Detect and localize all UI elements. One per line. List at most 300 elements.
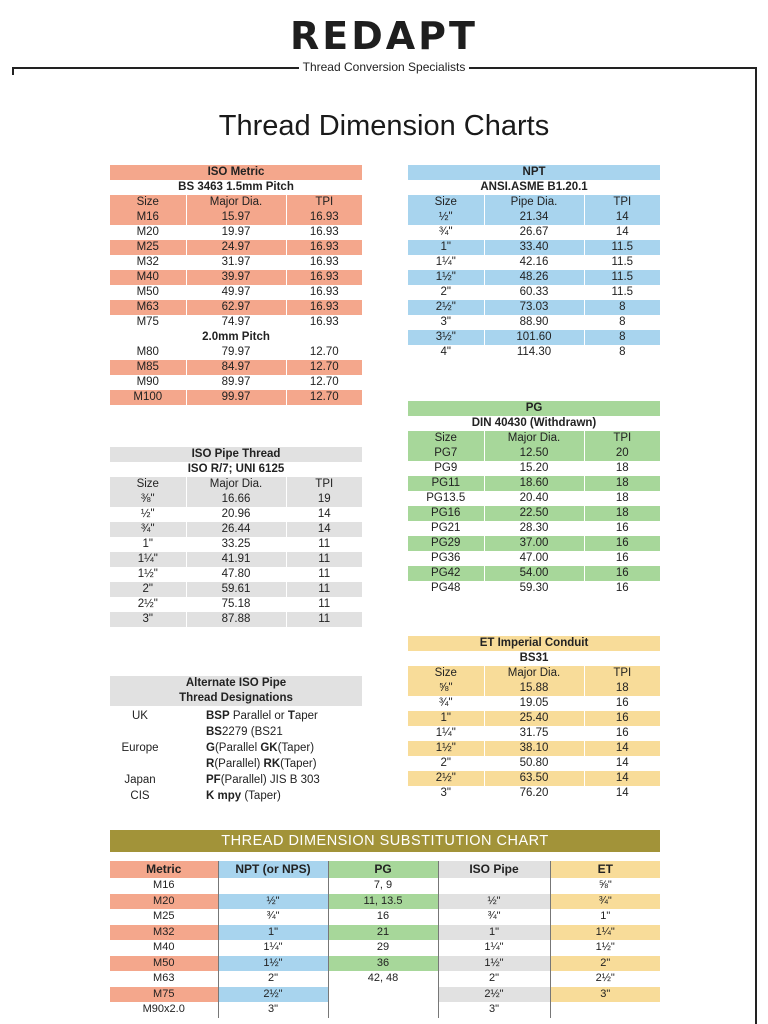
table-cell: 15.20 [484,461,584,476]
table-cell: M100 [110,390,186,405]
column-header: Size [110,477,186,492]
table-cell: 16 [584,696,660,711]
table-cell: 2½" [408,771,484,786]
designation-text: (Taper) [280,758,317,770]
table-row [110,285,362,300]
table-cell: PG13.5 [426,492,466,504]
table-cell: 11.5 [584,285,660,300]
table-cell: 2" [110,582,186,597]
designation-text: (Parallel [214,742,261,754]
table-cell: 16 [584,726,660,741]
table-subtitle-row [408,651,660,666]
substitution-cell: 1¼" [438,940,550,956]
column-header: Size [110,195,186,210]
designation-code: BSP [206,710,230,722]
substitution-row [110,971,660,987]
table-cell: 11 [286,567,362,582]
table-cell: 14 [584,210,660,225]
table-row [110,360,362,375]
table-cell: 59.30 [484,581,584,596]
table-row [408,566,660,581]
table-cell: 25.40 [484,711,584,726]
table-subtitle: 2.0mm Pitch [202,331,270,343]
table-row [110,345,362,360]
table-cell: 12.70 [286,360,362,375]
substitution-row [110,878,660,894]
designation-code: BS [206,726,222,738]
designation-region: UK [132,710,148,722]
table-cell: 1½" [137,568,158,580]
designation-code: PF [206,774,221,786]
table-cell: PG42 [408,566,484,581]
substitution-cell: M25 [153,910,175,922]
table-cell: 16.93 [286,210,362,225]
table-cell: 16.93 [286,300,362,315]
column-header: TPI [286,477,362,492]
table-row [408,521,660,536]
designation-region: Japan [124,774,156,786]
table-cell: 19.05 [484,696,584,711]
table-row [110,300,362,315]
table-cell: 1½" [408,741,484,756]
substitution-cell: 1" [438,925,550,941]
table-cell: 16 [584,711,660,726]
substitution-cell: 36 [328,956,438,972]
table-cell: 33.25 [186,537,286,552]
table-row [110,582,362,597]
table-header-row [408,431,660,446]
substitution-cell: 16 [328,909,438,925]
tagline-text: Thread Conversion Specialists [299,60,470,74]
substitution-cell: 1½" [438,956,550,972]
table-row [110,315,362,330]
substitution-cell: M32 [110,925,218,941]
table-row [408,741,660,756]
table-cell: 12.70 [286,375,362,390]
table-cell: 37.00 [484,536,584,551]
table-row [408,581,660,596]
table-cell: 47.80 [186,567,286,582]
table-cell: M20 [136,226,159,238]
table-cell: 26.67 [484,225,584,240]
table-cell: 12.70 [286,390,362,405]
designation-region: Europe [121,742,159,754]
substitution-row [110,987,660,1003]
column-header: Pipe Dia. [484,195,584,210]
table-cell: 16.93 [286,270,362,285]
table-cell: 18.60 [484,476,584,491]
designation-text: Parallel or [229,710,288,722]
table-cell: 89.97 [186,375,286,390]
table-subtitle-row [110,330,362,345]
table-cell: 84.97 [186,360,286,375]
designation-text: (Taper) [241,790,281,802]
table-cell: 2½" [137,598,158,610]
table-subtitle: BS31 [519,652,549,664]
table-cell: 88.90 [484,315,584,330]
table-subtitle: BS 3463 1.5mm Pitch [178,181,294,193]
table-cell: 3½" [408,330,484,345]
table-cell: 14 [286,507,362,522]
table-row [110,390,362,405]
table-row [408,756,660,771]
substitution-cell: 29 [328,940,438,956]
substitution-cell: 1" [218,925,328,941]
table-cell: 3" [440,316,451,328]
table-cell: 42.16 [484,255,584,270]
table-cell: 14 [584,786,660,801]
table-cell: M85 [110,360,186,375]
substitution-chart-title: THREAD DIMENSION SUBSTITUTION CHART [110,830,660,852]
table-cell: 28.30 [484,521,584,536]
table-row [408,491,660,506]
table-cell: 11.5 [584,240,660,255]
table-cell: 11.5 [584,270,660,285]
table-row [110,612,362,627]
designation-code: R [206,758,215,770]
column-header: Size [408,431,484,446]
table-cell: M16 [110,210,186,225]
substitution-cell: 42, 48 [328,971,438,987]
substitution-cell: 1½" [550,940,660,956]
table-cell: 15.97 [186,210,286,225]
table-cell: 62.97 [186,300,286,315]
table-cell: 48.26 [484,270,584,285]
substitution-cell: 2" [550,956,660,972]
table-cell: 1½" [408,270,484,285]
table-cell: 16.93 [286,285,362,300]
table-subtitle-row [408,416,660,431]
table-cell: ½" [140,508,155,520]
et-table [408,636,660,801]
table-row [408,696,660,711]
table-row [110,537,362,552]
table-cell: 31.97 [186,255,286,270]
table-cell: 11 [286,582,362,597]
table-cell: PG48 [431,582,461,594]
substitution-cell: M16 [153,879,175,891]
table-row [408,786,660,801]
table-cell: 1" [408,711,484,726]
column-header: Major Dia. [484,431,584,446]
table-title: NPT [408,165,660,180]
table-cell: 18 [584,461,660,476]
table-row [408,536,660,551]
designation-value [206,740,314,756]
designation-row [110,788,370,804]
table-title-row [408,401,660,416]
npt-table [408,165,660,360]
table-subtitle: DIN 40430 (Withdrawn) [471,417,597,429]
table-cell: 99.97 [186,390,286,405]
column-header: TPI [584,666,660,681]
table-row [408,681,660,696]
table-cell: 31.75 [484,726,584,741]
designation-code: K mpy [206,790,242,802]
table-cell: 20.40 [484,491,584,506]
table-cell: 1¼" [435,727,456,739]
table-row [408,446,660,461]
table-cell: 12.70 [286,345,362,360]
table-cell: M50 [136,286,159,298]
table-cell: 74.97 [186,315,286,330]
table-row [408,726,660,741]
table-cell: 8 [584,330,660,345]
table-cell: M63 [110,300,186,315]
substitution-cell: ¾" [438,909,550,925]
table-cell: 54.00 [484,566,584,581]
table-title-row [110,447,362,462]
column-header: Size [408,666,484,681]
table-cell: PG16 [408,506,484,521]
designation-row [110,772,370,788]
table-cell: 60.33 [484,285,584,300]
column-header: Major Dia. [186,195,286,210]
table-cell: 2" [440,286,451,298]
table-cell: 22.50 [484,506,584,521]
table-header-row [408,666,660,681]
table-row [408,285,660,300]
substitution-cell: 2½" [438,987,550,1003]
column-header: Size [408,195,484,210]
table-cell: 14 [584,225,660,240]
table-cell: 14 [584,756,660,771]
substitution-cell: ½" [438,894,550,910]
designation-row [110,724,370,740]
designation-value [206,772,320,788]
designation-code: RK [263,758,281,770]
table-cell: PG21 [431,522,461,534]
table-cell: 11.5 [584,255,660,270]
table-cell: 114.30 [484,345,584,360]
table-cell: PG7 [408,446,484,461]
designation-value [206,708,318,724]
table-row [408,315,660,330]
table-row [110,507,362,522]
table-cell: 11 [286,612,362,627]
column-header: ISO Pipe [438,861,550,878]
table-cell: 59.61 [186,582,286,597]
table-cell: 101.60 [484,330,584,345]
table-cell: 16 [584,536,660,551]
tagline [0,60,768,74]
column-header: TPI [286,195,362,210]
alternate-title-line1: Alternate ISO Pipe [185,677,287,689]
table-row [408,225,660,240]
table-cell: 19.97 [186,225,286,240]
substitution-cell: M75 [110,987,218,1003]
table-cell: 12.50 [484,446,584,461]
table-cell: 16.93 [286,315,362,330]
table-row [110,552,362,567]
table-cell: 16 [584,581,660,596]
table-row [110,210,362,225]
table-cell: 16.66 [186,492,286,507]
substitution-cell: 2" [218,971,328,987]
table-cell: 76.20 [484,786,584,801]
table-cell: 3" [110,612,186,627]
column-header: NPT (or NPS) [218,861,328,878]
substitution-cell: ¾" [218,909,328,925]
table-title: ISO Metric [110,165,362,180]
substitution-cell: ⅝" [550,878,660,894]
designation-value [206,788,281,804]
substitution-row [110,909,660,925]
table-title: ISO Pipe Thread [110,447,362,462]
substitution-cell: 2½" [218,987,328,1003]
designation-value [206,756,317,772]
table-cell: 2½" [408,300,484,315]
substitution-cell: 11, 13.5 [328,894,438,910]
table-row [408,551,660,566]
table-cell: 2" [440,757,451,769]
table-cell: 87.88 [186,612,286,627]
table-cell: ¾" [110,522,186,537]
substitution-cell: M50 [110,956,218,972]
table-row [408,461,660,476]
substitution-row [110,956,660,972]
substitution-row [110,940,660,956]
iso-metric-table [110,165,362,405]
table-cell: 75.18 [186,597,286,612]
table-cell: 14 [286,522,362,537]
table-cell: 1" [408,240,484,255]
substitution-cell: M20 [110,894,218,910]
table-cell: M32 [136,256,159,268]
substitution-cell: 1" [550,909,660,925]
page-title: Thread Dimension Charts [218,110,550,142]
table-cell: 18 [584,491,660,506]
table-title-row [408,636,660,651]
table-header-row [110,477,362,492]
substitution-cell: 21 [328,925,438,941]
table-cell: ¾" [438,226,453,238]
table-cell: 18 [584,476,660,491]
table-row [110,492,362,507]
pg-table [408,401,660,596]
column-header: Major Dia. [484,666,584,681]
substitution-header-row [110,861,660,878]
table-cell: 14 [584,741,660,756]
table-cell: 33.40 [484,240,584,255]
designation-row [110,756,370,772]
table-title-row [408,165,660,180]
table-row [110,255,362,270]
substitution-cell: 2" [438,971,550,987]
table-cell: 20 [584,446,660,461]
substitution-cell [218,878,328,894]
column-header: PG [328,861,438,878]
table-cell: 63.50 [484,771,584,786]
table-subtitle: ANSI.ASME B1.20.1 [480,181,588,193]
table-row [408,240,660,255]
column-header: TPI [584,431,660,446]
table-title: ET Imperial Conduit [408,636,660,651]
table-cell: 39.97 [186,270,286,285]
table-cell: PG29 [408,536,484,551]
designation-text: 2279 (BS21 [221,726,283,738]
table-cell: 16.93 [286,240,362,255]
substitution-cell [550,1002,660,1018]
table-cell: 15.88 [484,681,584,696]
table-cell: 50.80 [484,756,584,771]
table-row [408,476,660,491]
table-cell: 1" [142,538,153,550]
table-cell: 3" [440,787,451,799]
substitution-cell: 2½" [550,971,660,987]
table-row [408,255,660,270]
table-header-row [408,195,660,210]
table-subtitle-row [408,180,660,195]
table-row [408,771,660,786]
table-row [408,330,660,345]
table-cell: 11 [286,552,362,567]
substitution-cell: ½" [218,894,328,910]
table-cell: 41.91 [186,552,286,567]
table-cell: 24.97 [186,240,286,255]
table-row [408,711,660,726]
column-header: Metric [110,861,218,878]
table-row [408,300,660,315]
table-cell: M75 [136,316,159,328]
table-header-row [110,195,362,210]
table-cell: PG9 [434,462,458,474]
designation-text: (Parallel) [214,758,264,770]
substitution-cell [328,987,438,1003]
table-row [110,225,362,240]
table-row [110,375,362,390]
substitution-cell: 1½" [218,956,328,972]
table-cell: M90 [136,376,159,388]
designation-text: (Taper) [277,742,315,754]
table-subtitle-row [110,462,362,477]
page-right-border [755,67,757,1024]
table-cell: ¾" [438,697,453,709]
table-cell: 26.44 [186,522,286,537]
table-title: PG [408,401,660,416]
designation-region: CIS [130,790,150,802]
substitution-row [110,894,660,910]
table-row [110,567,362,582]
table-cell: 47.00 [484,551,584,566]
table-cell: 1¼" [110,552,186,567]
table-row [408,210,660,225]
table-row [408,345,660,360]
table-cell: 11 [286,537,362,552]
table-cell: M40 [110,270,186,285]
substitution-cell: 7, 9 [328,878,438,894]
table-cell: 4" [440,346,451,358]
table-cell: 20.96 [186,507,286,522]
table-cell: 18 [584,681,660,696]
table-cell: ⅝" [408,681,484,696]
substitution-cell: 1¼" [218,940,328,956]
table-title-row [110,165,362,180]
substitution-cell: M90x2.0 [142,1003,185,1015]
column-header: ET [550,861,660,878]
table-cell: 21.34 [484,210,584,225]
column-header: TPI [584,195,660,210]
table-cell: 79.97 [186,345,286,360]
designation-code: T [287,710,295,722]
substitution-cell: M40 [153,941,175,953]
table-row [110,270,362,285]
substitution-cell: 3" [218,1002,328,1018]
table-cell: 73.03 [484,300,584,315]
table-subtitle-row [110,180,362,195]
alternate-designations-list [110,708,370,804]
substitution-cell [328,1002,438,1018]
